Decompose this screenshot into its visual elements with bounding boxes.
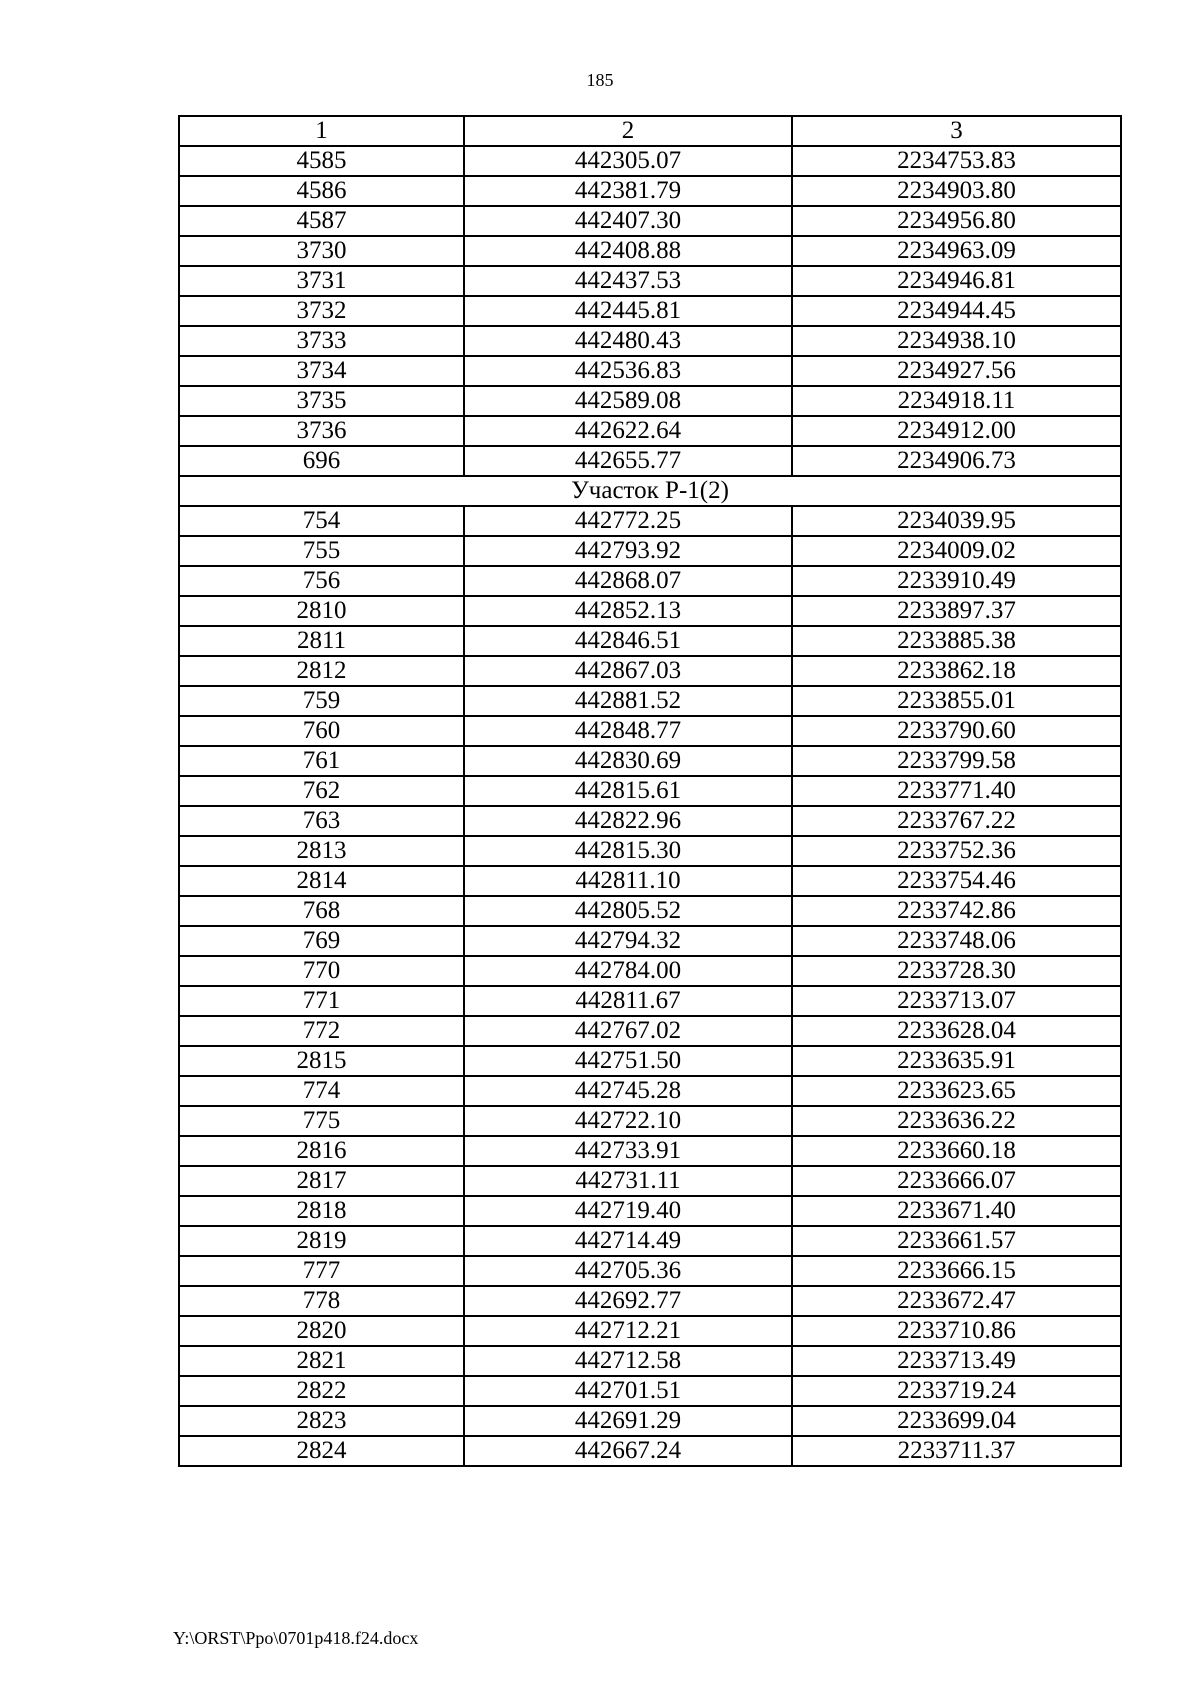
- cell-point-number: 4586: [179, 176, 464, 206]
- cell-x-coordinate: 442867.03: [464, 656, 792, 686]
- cell-point-number: 771: [179, 986, 464, 1016]
- cell-y-coordinate: 2233754.46: [792, 866, 1121, 896]
- table-header: [179, 116, 1121, 146]
- cell-point-number: 2818: [179, 1196, 464, 1226]
- header-cell-point-number: 1: [179, 116, 464, 146]
- cell-point-number: 761: [179, 746, 464, 776]
- cell-x-coordinate: 442852.13: [464, 596, 792, 626]
- cell-point-number: 3734: [179, 356, 464, 386]
- cell-y-coordinate: 2233623.65: [792, 1076, 1121, 1106]
- cell-x-coordinate: 442408.88: [464, 236, 792, 266]
- cell-y-coordinate: 2233855.01: [792, 686, 1121, 716]
- table-row: [179, 296, 1121, 326]
- table-row: [179, 656, 1121, 686]
- cell-x-coordinate: 442536.83: [464, 356, 792, 386]
- cell-point-number: 3733: [179, 326, 464, 356]
- cell-point-number: 4587: [179, 206, 464, 236]
- table-row: [179, 1256, 1121, 1286]
- cell-point-number: 2817: [179, 1166, 464, 1196]
- coordinates-table: [178, 115, 1122, 1467]
- table-row: [179, 1196, 1121, 1226]
- table-row: [179, 1406, 1121, 1436]
- cell-point-number: 2819: [179, 1226, 464, 1256]
- cell-point-number: 778: [179, 1286, 464, 1316]
- cell-y-coordinate: 2233661.57: [792, 1226, 1121, 1256]
- cell-y-coordinate: 2233742.86: [792, 896, 1121, 926]
- table-row: [179, 386, 1121, 416]
- cell-y-coordinate: 2233728.30: [792, 956, 1121, 986]
- cell-x-coordinate: 442722.10: [464, 1106, 792, 1136]
- cell-x-coordinate: 442767.02: [464, 1016, 792, 1046]
- table-header-row: [179, 116, 1121, 146]
- table-row: [179, 266, 1121, 296]
- table-row: [179, 536, 1121, 566]
- table-row: [179, 896, 1121, 926]
- table-row: [179, 1226, 1121, 1256]
- cell-x-coordinate: 442381.79: [464, 176, 792, 206]
- table-row: [179, 836, 1121, 866]
- cell-x-coordinate: 442822.96: [464, 806, 792, 836]
- cell-point-number: 2820: [179, 1316, 464, 1346]
- table-row: [179, 506, 1121, 536]
- table-row: [179, 206, 1121, 236]
- table-row: [179, 416, 1121, 446]
- cell-x-coordinate: 442655.77: [464, 446, 792, 476]
- cell-point-number: 754: [179, 506, 464, 536]
- cell-point-number: 4585: [179, 146, 464, 176]
- cell-x-coordinate: 442815.30: [464, 836, 792, 866]
- cell-x-coordinate: 442848.77: [464, 716, 792, 746]
- cell-x-coordinate: 442407.30: [464, 206, 792, 236]
- table-row: [179, 1376, 1121, 1406]
- table-row: [179, 776, 1121, 806]
- cell-point-number: 759: [179, 686, 464, 716]
- cell-point-number: 2815: [179, 1046, 464, 1076]
- cell-y-coordinate: 2234944.45: [792, 296, 1121, 326]
- cell-x-coordinate: 442846.51: [464, 626, 792, 656]
- cell-x-coordinate: 442811.10: [464, 866, 792, 896]
- cell-point-number: 2821: [179, 1346, 464, 1376]
- section-heading-row: [179, 476, 1121, 506]
- cell-y-coordinate: 2233799.58: [792, 746, 1121, 776]
- cell-point-number: 755: [179, 536, 464, 566]
- header-cell-y-coordinate: 3: [792, 116, 1121, 146]
- cell-x-coordinate: 442881.52: [464, 686, 792, 716]
- cell-y-coordinate: 2233635.91: [792, 1046, 1121, 1076]
- cell-x-coordinate: 442731.11: [464, 1166, 792, 1196]
- cell-y-coordinate: 2233771.40: [792, 776, 1121, 806]
- page-number: 185: [586, 70, 614, 90]
- cell-x-coordinate: 442751.50: [464, 1046, 792, 1076]
- cell-x-coordinate: 442714.49: [464, 1226, 792, 1256]
- cell-point-number: 2810: [179, 596, 464, 626]
- cell-y-coordinate: 2234039.95: [792, 506, 1121, 536]
- cell-point-number: 2812: [179, 656, 464, 686]
- cell-y-coordinate: 2234927.56: [792, 356, 1121, 386]
- cell-y-coordinate: 2233672.47: [792, 1286, 1121, 1316]
- cell-point-number: 3732: [179, 296, 464, 326]
- cell-point-number: 3730: [179, 236, 464, 266]
- cell-y-coordinate: 2233710.86: [792, 1316, 1121, 1346]
- cell-x-coordinate: 442622.64: [464, 416, 792, 446]
- cell-y-coordinate: 2233699.04: [792, 1406, 1121, 1436]
- cell-x-coordinate: 442719.40: [464, 1196, 792, 1226]
- cell-y-coordinate: 2233752.36: [792, 836, 1121, 866]
- cell-point-number: 2811: [179, 626, 464, 656]
- footer-file-path: Y:\ORST\Ppo\0701p418.f24.docx: [173, 1628, 419, 1648]
- cell-y-coordinate: 2234753.83: [792, 146, 1121, 176]
- cell-x-coordinate: 442772.25: [464, 506, 792, 536]
- cell-x-coordinate: 442830.69: [464, 746, 792, 776]
- cell-x-coordinate: 442794.32: [464, 926, 792, 956]
- table-row: [179, 626, 1121, 656]
- cell-y-coordinate: 2233713.49: [792, 1346, 1121, 1376]
- cell-point-number: 762: [179, 776, 464, 806]
- table-row: [179, 1106, 1121, 1136]
- cell-x-coordinate: 442805.52: [464, 896, 792, 926]
- cell-y-coordinate: 2234946.81: [792, 266, 1121, 296]
- cell-y-coordinate: 2233666.07: [792, 1166, 1121, 1196]
- cell-y-coordinate: 2233711.37: [792, 1436, 1121, 1466]
- cell-y-coordinate: 2233671.40: [792, 1196, 1121, 1226]
- cell-y-coordinate: 2233767.22: [792, 806, 1121, 836]
- cell-y-coordinate: 2233713.07: [792, 986, 1121, 1016]
- cell-y-coordinate: 2234963.09: [792, 236, 1121, 266]
- cell-point-number: 772: [179, 1016, 464, 1046]
- table-row: [179, 926, 1121, 956]
- cell-point-number: 775: [179, 1106, 464, 1136]
- cell-x-coordinate: 442733.91: [464, 1136, 792, 1166]
- cell-point-number: 2814: [179, 866, 464, 896]
- table-row: [179, 686, 1121, 716]
- cell-point-number: 2824: [179, 1436, 464, 1466]
- table-row: [179, 956, 1121, 986]
- cell-point-number: 2816: [179, 1136, 464, 1166]
- cell-point-number: 696: [179, 446, 464, 476]
- table-row: [179, 326, 1121, 356]
- cell-x-coordinate: 442868.07: [464, 566, 792, 596]
- cell-y-coordinate: 2234918.11: [792, 386, 1121, 416]
- table-row: [179, 596, 1121, 626]
- table-row: [179, 806, 1121, 836]
- cell-point-number: 769: [179, 926, 464, 956]
- table-row: [179, 1436, 1121, 1466]
- table-row: [179, 1346, 1121, 1376]
- cell-y-coordinate: 2234009.02: [792, 536, 1121, 566]
- cell-x-coordinate: 442437.53: [464, 266, 792, 296]
- cell-y-coordinate: 2234903.80: [792, 176, 1121, 206]
- cell-point-number: 756: [179, 566, 464, 596]
- cell-point-number: 768: [179, 896, 464, 926]
- cell-x-coordinate: 442691.29: [464, 1406, 792, 1436]
- cell-point-number: 3731: [179, 266, 464, 296]
- cell-x-coordinate: 442589.08: [464, 386, 792, 416]
- cell-y-coordinate: 2233862.18: [792, 656, 1121, 686]
- cell-x-coordinate: 442445.81: [464, 296, 792, 326]
- cell-point-number: 774: [179, 1076, 464, 1106]
- table-row: [179, 1046, 1121, 1076]
- cell-x-coordinate: 442705.36: [464, 1256, 792, 1286]
- cell-x-coordinate: 442784.00: [464, 956, 792, 986]
- cell-y-coordinate: 2234956.80: [792, 206, 1121, 236]
- table-row: [179, 146, 1121, 176]
- cell-point-number: 770: [179, 956, 464, 986]
- cell-x-coordinate: 442712.21: [464, 1316, 792, 1346]
- cell-y-coordinate: 2234912.00: [792, 416, 1121, 446]
- cell-point-number: 3735: [179, 386, 464, 416]
- cell-y-coordinate: 2233897.37: [792, 596, 1121, 626]
- cell-point-number: 760: [179, 716, 464, 746]
- table-body: [179, 146, 1121, 1466]
- cell-y-coordinate: 2234906.73: [792, 446, 1121, 476]
- cell-y-coordinate: 2233660.18: [792, 1136, 1121, 1166]
- table-row: [179, 1316, 1121, 1346]
- cell-point-number: 3736: [179, 416, 464, 446]
- cell-y-coordinate: 2233666.15: [792, 1256, 1121, 1286]
- cell-point-number: 763: [179, 806, 464, 836]
- cell-y-coordinate: 2233790.60: [792, 716, 1121, 746]
- cell-x-coordinate: 442701.51: [464, 1376, 792, 1406]
- cell-x-coordinate: 442793.92: [464, 536, 792, 566]
- table-row: [179, 716, 1121, 746]
- cell-y-coordinate: 2233910.49: [792, 566, 1121, 596]
- cell-point-number: 2822: [179, 1376, 464, 1406]
- cell-point-number: 2813: [179, 836, 464, 866]
- table-row: [179, 1136, 1121, 1166]
- cell-x-coordinate: 442305.07: [464, 146, 792, 176]
- table-row: [179, 866, 1121, 896]
- cell-x-coordinate: 442692.77: [464, 1286, 792, 1316]
- table-row: [179, 986, 1121, 1016]
- table-row: [179, 1166, 1121, 1196]
- cell-point-number: 777: [179, 1256, 464, 1286]
- table-row: [179, 176, 1121, 206]
- table-row: [179, 566, 1121, 596]
- table-row: [179, 236, 1121, 266]
- cell-x-coordinate: 442667.24: [464, 1436, 792, 1466]
- header-cell-x-coordinate: 2: [464, 116, 792, 146]
- cell-y-coordinate: 2233636.22: [792, 1106, 1121, 1136]
- cell-y-coordinate: 2233628.04: [792, 1016, 1121, 1046]
- cell-x-coordinate: 442480.43: [464, 326, 792, 356]
- cell-x-coordinate: 442815.61: [464, 776, 792, 806]
- table-row: [179, 356, 1121, 386]
- section-heading: Участок Р-1(2): [179, 476, 1121, 506]
- table-row: [179, 1076, 1121, 1106]
- table-row: [179, 1016, 1121, 1046]
- table-row: [179, 446, 1121, 476]
- cell-y-coordinate: 2233885.38: [792, 626, 1121, 656]
- cell-y-coordinate: 2233748.06: [792, 926, 1121, 956]
- cell-x-coordinate: 442811.67: [464, 986, 792, 1016]
- cell-y-coordinate: 2233719.24: [792, 1376, 1121, 1406]
- cell-x-coordinate: 442712.58: [464, 1346, 792, 1376]
- cell-point-number: 2823: [179, 1406, 464, 1436]
- cell-y-coordinate: 2234938.10: [792, 326, 1121, 356]
- table-row: [179, 1286, 1121, 1316]
- cell-x-coordinate: 442745.28: [464, 1076, 792, 1106]
- table-row: [179, 746, 1121, 776]
